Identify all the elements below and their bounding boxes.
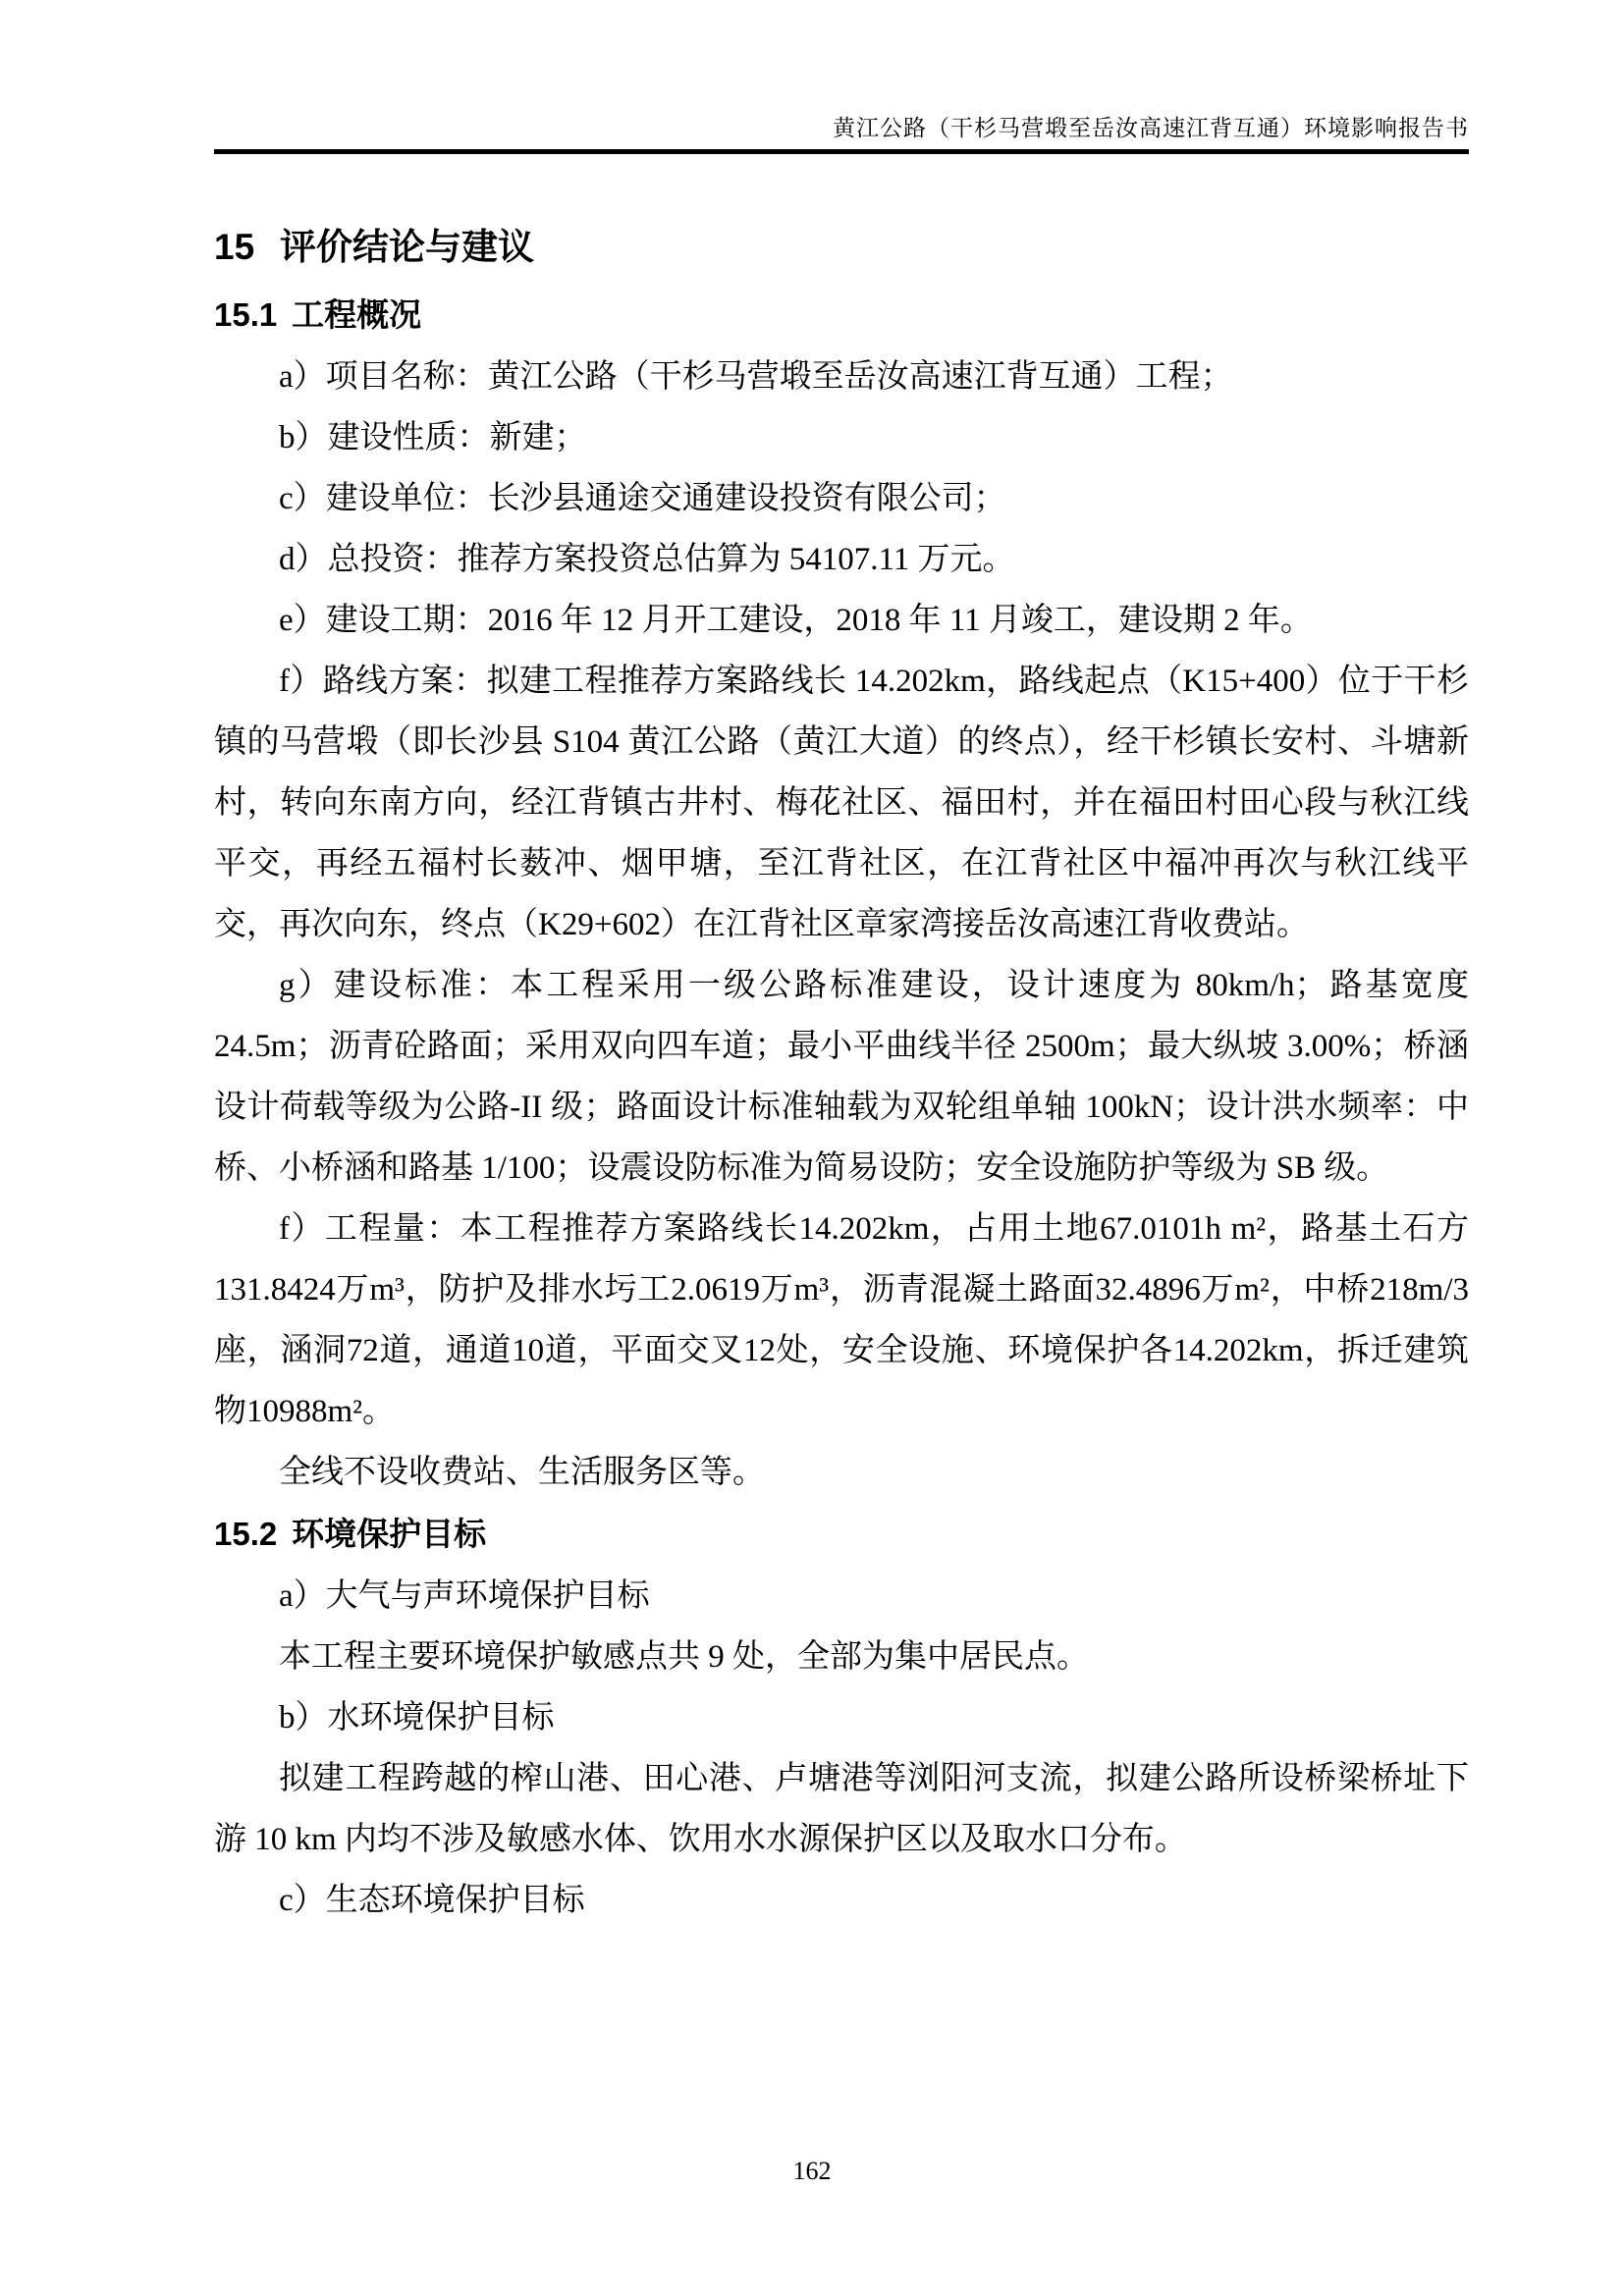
paragraph-water-target: b）水环境保护目标 — [279, 1700, 555, 1735]
paragraph-construction-nature: b）建设性质：新建； — [279, 420, 587, 455]
section-number: 15.1 — [214, 296, 278, 333]
section-title: 环境保护目标 — [292, 1516, 487, 1552]
paragraph-engineering-quantity: f）工程量：本工程推荐方案路线长14.202km，占用土地67.0101h m²，路基土石方131.8424万m³，防护及排水圬工2.0619万m³，沥青混凝土路面32.4896万m²，中桥218m/3座，涵洞72道，通道10道，平面交叉12处，安全设施、环境保护各14.202km，拆迁建筑物10988m²。 — [214, 1211, 1469, 1429]
section-title: 评价结论与建议 — [280, 227, 535, 267]
paragraph-eco-target: c）生态环境保护目标 — [279, 1883, 585, 1918]
paragraph-sensitive-points: 本工程主要环境保护敏感点共 9 处，全部为集中居民点。 — [279, 1639, 1089, 1675]
paragraph-air-noise-target: a）大气与声环境保护目标 — [279, 1578, 650, 1614]
paragraph-construction-unit: c）建设单位：长沙县通途交通建设投资有限公司； — [279, 481, 1006, 516]
page-header — [214, 116, 1469, 154]
running-head-title: 黄江公路（干杉马营塅至岳汝高速江背互通）环境影响报告书 — [833, 116, 1469, 140]
paragraph-route-plan: f）路线方案：拟建工程推荐方案路线长 14.202km，路线起点（K15+400）位于干杉镇的马营塅（即长沙县 S104 黄江公路（黄江大道）的终点），经干杉镇长安村、斗塘新村，转向东南方向，经江背镇古井村、梅花社区、福田村，并在福田村田心段与秋江线平交，再经五福村长薮冲、烟甲塘，至江背社区，在江背社区中福冲再次与秋江线平交，再次向东，终点（K29+602）在江背社区章家湾接岳汝高速江背收费站。 — [214, 664, 1469, 942]
paragraph-project-name: a）项目名称：黄江公路（干杉马营塅至岳汝高速江背互通）工程； — [279, 359, 1233, 395]
section-heading-15-1 — [214, 284, 1469, 347]
section-heading-15-2 — [214, 1503, 1469, 1566]
paragraph-water-detail: 拟建工程跨越的榨山港、田心港、卢塘港等浏阳河支流，拟建公路所设桥梁桥址下游 10 km 内均不涉及敏感水体、饮用水水源保护区以及取水口分布。 — [214, 1761, 1469, 1857]
paragraph-no-toll: 全线不设收费站、生活服务区等。 — [279, 1455, 765, 1490]
section-heading-15 — [214, 211, 1469, 284]
section-number: 15 — [214, 227, 255, 267]
paragraph-total-investment: d）总投资：推荐方案投资总估算为 54107.11 万元。 — [279, 542, 1015, 577]
paragraph-construction-standard: g）建设标准：本工程采用一级公路标准建设，设计速度为 80km/h；路基宽度24.5m；沥青砼路面；采用双向四车道；最小平曲线半径 2500m；最大纵坡 3.00%；桥涵设计荷载等级为公路-II 级；路面设计标准轴载为双轮组单轴 100kN；设计洪水频率：中桥、小桥涵和路基 1/100；设震设防标准为简易设防；安全设施防护等级为 SB 级。 — [214, 968, 1469, 1186]
section-title: 工程概况 — [292, 296, 422, 333]
page-number: 162 — [792, 2157, 832, 2185]
paragraph-construction-period: e）建设工期：2016 年 12 月开工建设，2018 年 11 月竣工，建设期 2 年。 — [279, 603, 1313, 638]
section-number: 15.2 — [214, 1516, 278, 1552]
